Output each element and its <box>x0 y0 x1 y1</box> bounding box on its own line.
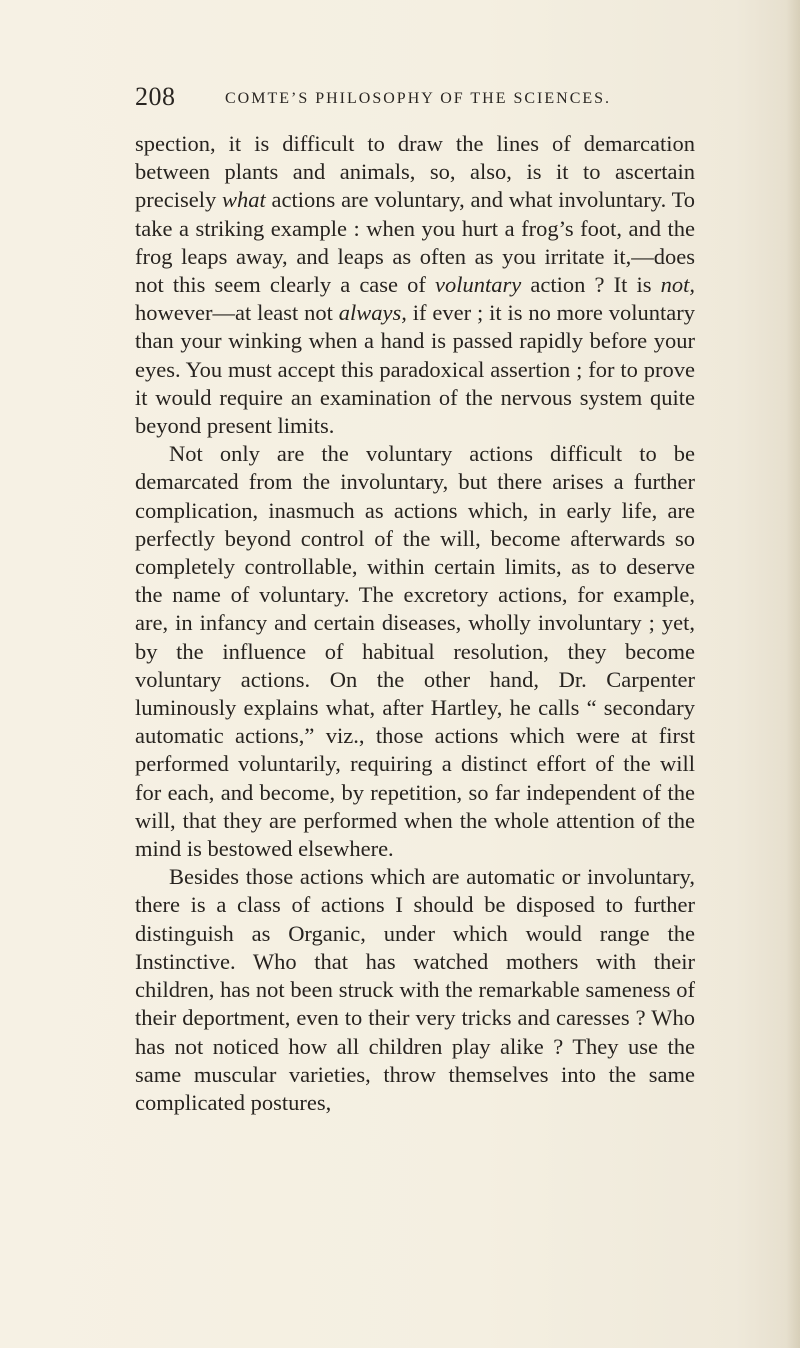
text-run: spection, it is difficult to draw the lines of demarcation between plants and animals, so, also, is it to ascertain precisely <box>135 131 695 213</box>
text-run: if ever ; it is no more voluntary than your winking when a hand is passed rapidly before your eyes. You must accept this paradoxical assertion ; for to prove it would require an examination of the nervous system quite beyond present limits. <box>135 300 696 439</box>
paragraph <box>135 863 695 1117</box>
page-number: 208 <box>135 82 176 111</box>
italic-text: not, <box>660 272 696 298</box>
page-header <box>135 82 695 122</box>
italic-text: what <box>222 187 266 213</box>
italic-text: always, <box>338 300 407 326</box>
text-run: however—at least not <box>135 300 339 326</box>
text-run: Not only are the voluntary actions difficult to be demarcated from the involuntary, but there arises a further complication, inasmuch as actions which, in early life, are perfectly beyond control of the will, become afterwards so completely controllable, within certain limits, as to deserve the name of voluntary. The excretory actions, for example, are, in infancy and certain diseases, wholly involuntary ; yet, by the influence of habitual resolution, they become voluntary actions. On the other hand, Dr. Carpenter luminously explains what, after Hartley, he calls “ secondary automatic actions,” viz., those actions which were at first performed voluntarily, requiring a distinct effort of the will for each, and become, by repetition, so far independent of the will, that they are performed when the whole attention of the mind is bestowed elsewhere. <box>135 441 695 862</box>
text-run: action ? It is <box>521 272 661 298</box>
text-run: actions are voluntary, and what involuntary. To take a striking example : when you hurt a frog’s foot, and the frog leaps away, and leaps as often as you irritate it,—does not this seem clearly a case of <box>135 187 695 298</box>
paragraph <box>135 440 695 863</box>
text-run: Besides those actions which are automatic or involuntary, there is a class of actions I should be disposed to further distinguish as Organic, under which would range the Instinctive. Who that has watched mothers with their children, has not been struck with the remarkable sameness of their deportment, even to their very tricks and caresses ? Who has not noticed how all children play alike ? They use the same muscular varieties, throw themselves into the same complicated postures, <box>135 864 695 1115</box>
running-head: COMTE’S PHILOSOPHY OF THE SCIENCES. <box>225 90 612 107</box>
page-edge-shadow <box>786 0 800 1348</box>
paragraph <box>135 130 695 440</box>
italic-text: voluntary <box>435 272 522 298</box>
body-text <box>135 130 695 1117</box>
